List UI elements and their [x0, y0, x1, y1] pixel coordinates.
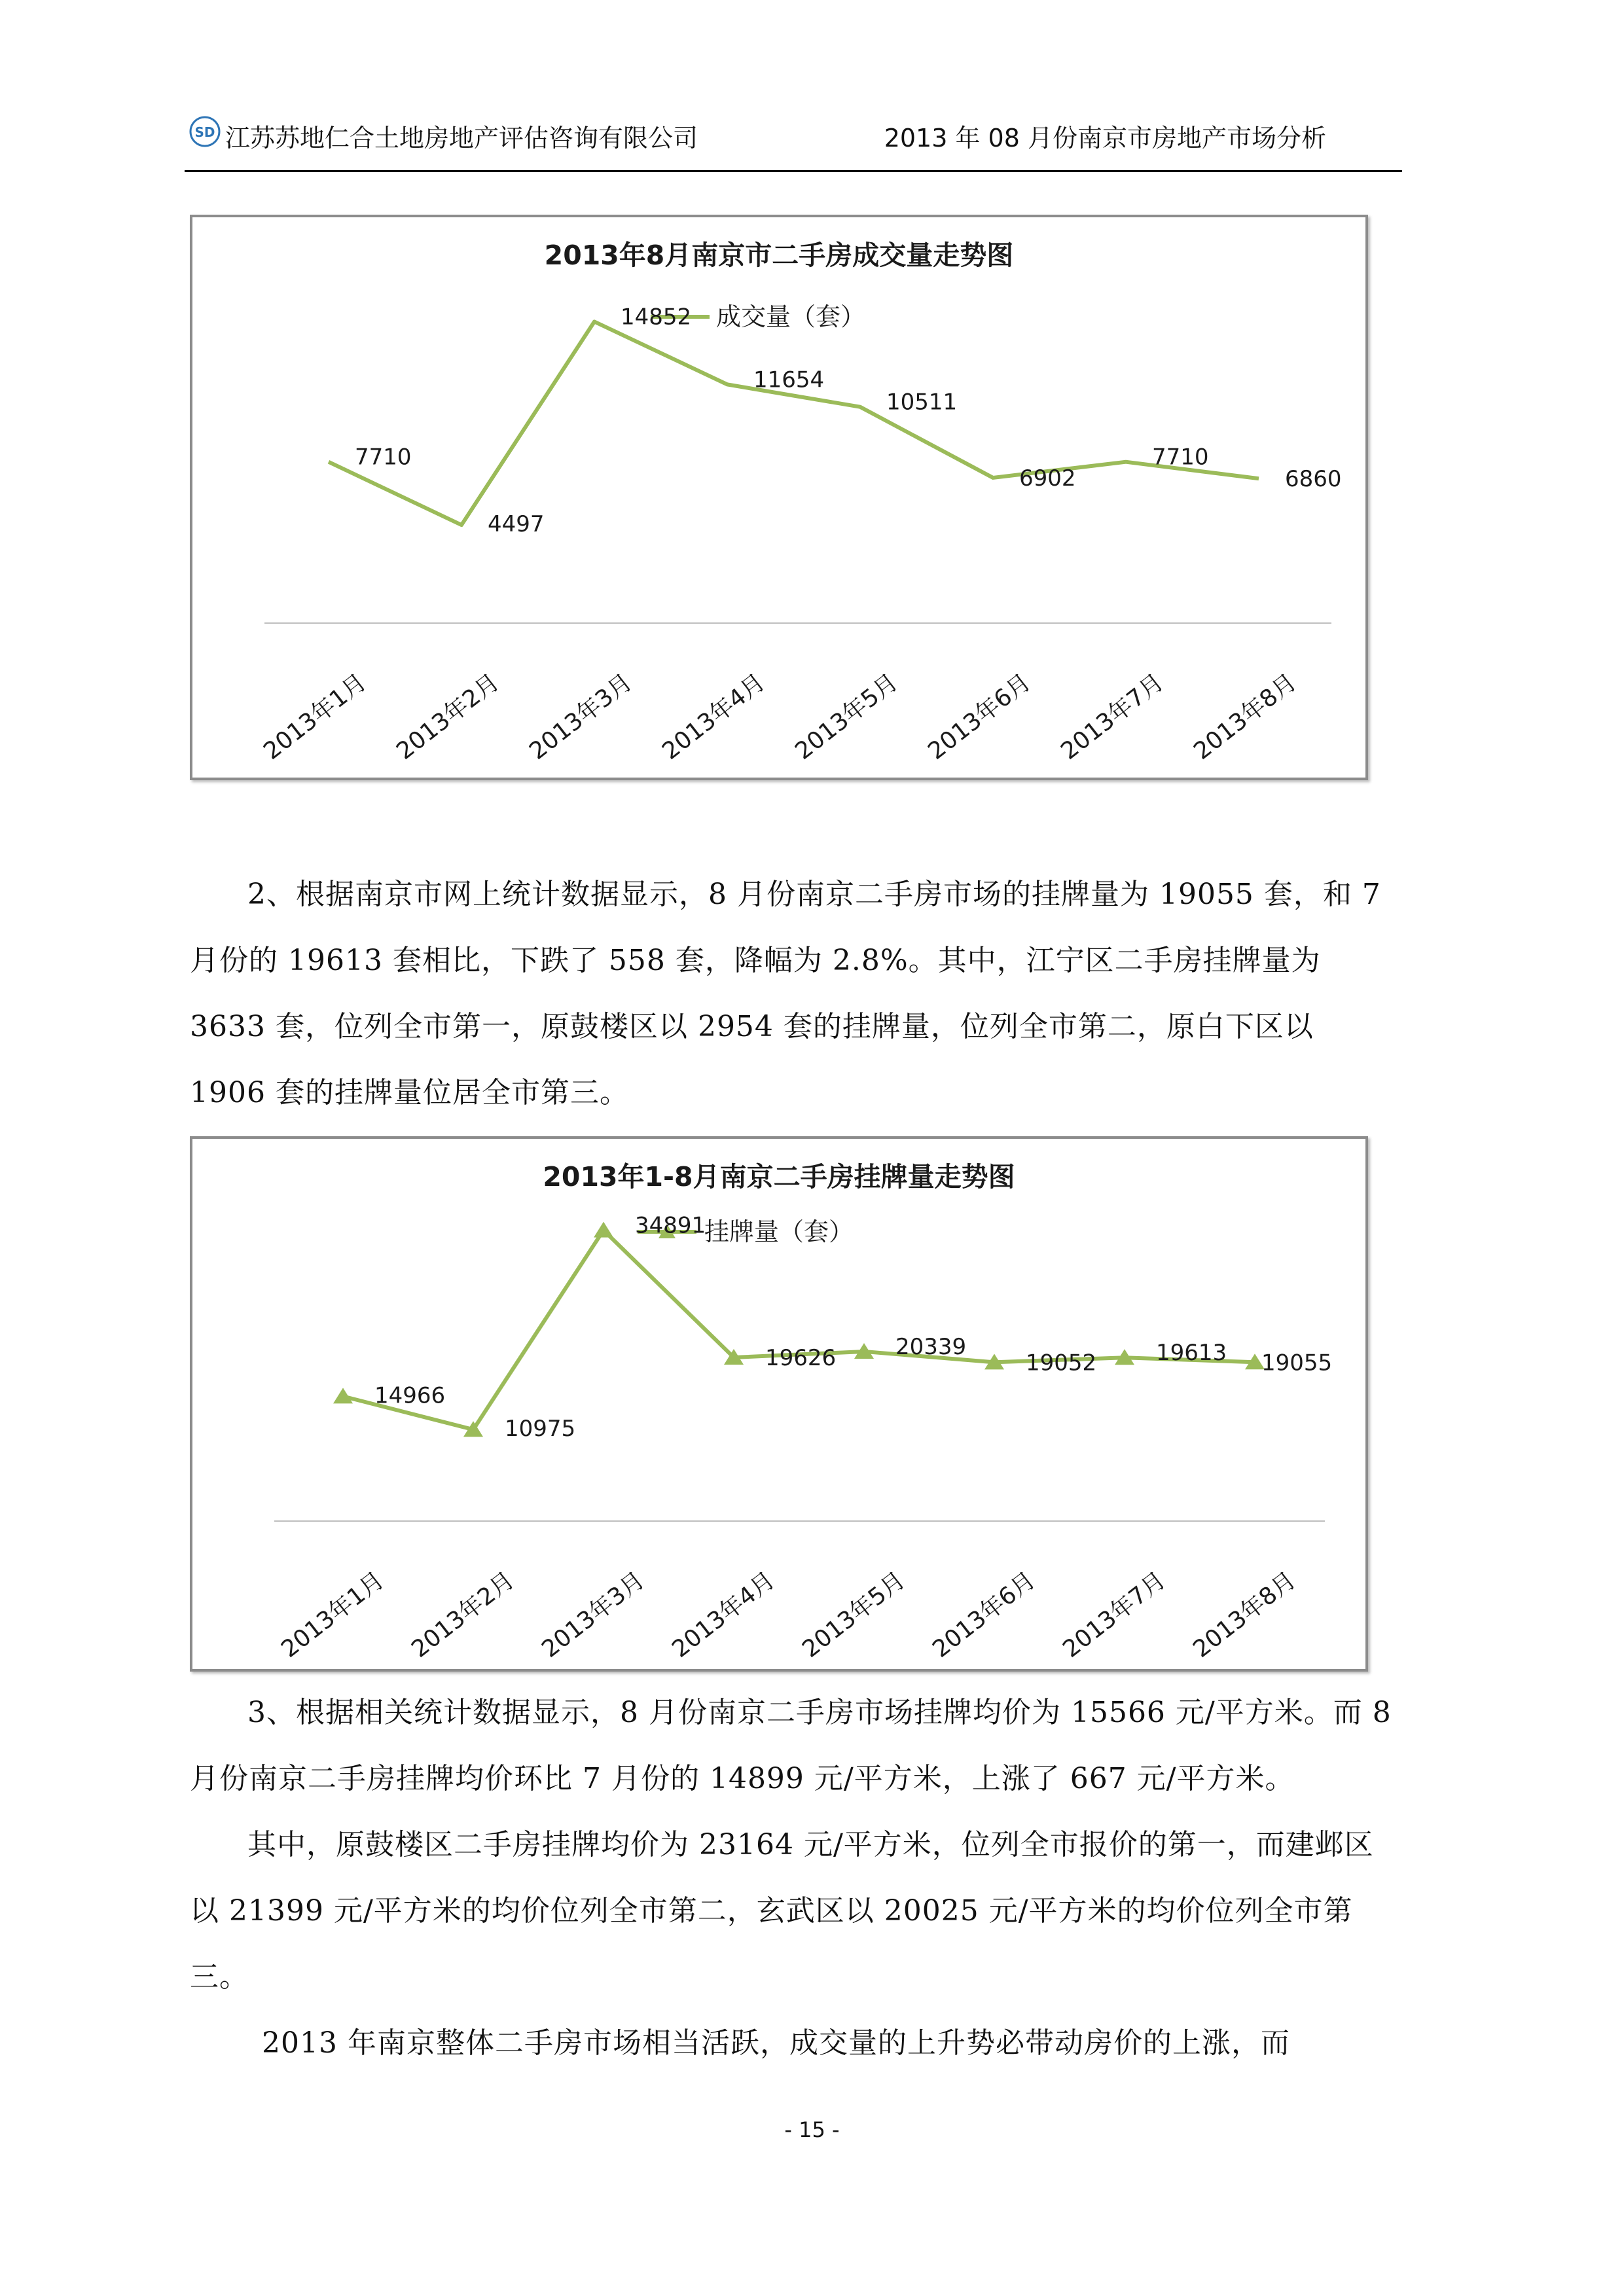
x-tick-label: 2013年1月 — [259, 668, 372, 765]
paragraph-text: 其中，原鼓楼区二手房挂牌均价为 23164 元/平方米，位列全市报价的第一，而建邺区以 21399 元/平方米的均价位列全市第二，玄武区以 20025 元/平方米的均价位列全市第三。 — [190, 1828, 1374, 1994]
data-label: 34891 — [635, 1212, 706, 1239]
x-tick-label: 2013年7月 — [1058, 1566, 1171, 1663]
data-label: 19613 — [1156, 1340, 1227, 1367]
page-number: - 15 - — [784, 2117, 840, 2142]
x-tick-label: 2013年6月 — [923, 668, 1036, 765]
x-tick-label: 2013年2月 — [391, 668, 505, 765]
x-tick-label: 2013年2月 — [406, 1566, 520, 1663]
data-label: 14852 — [621, 304, 692, 331]
data-label: 7710 — [1152, 444, 1209, 471]
legend-label: 挂牌量（套） — [704, 1217, 854, 1246]
chart-transaction-volume — [190, 215, 1368, 780]
chart-transaction-volume-svg — [192, 217, 1365, 778]
data-label: 19626 — [765, 1345, 837, 1372]
chart-listing-volume — [190, 1136, 1368, 1672]
data-label: 20339 — [895, 1333, 967, 1360]
logo-letters: SD — [194, 124, 215, 140]
chart-title: 2013年8月南京市二手房成交量走势图 — [544, 240, 1014, 271]
data-point — [333, 1388, 353, 1403]
chart-listing-volume-svg — [192, 1139, 1365, 1669]
company-name: 江苏苏地仁合土地房地产评估咨询有限公司 — [225, 124, 698, 152]
x-tick-label: 2013年8月 — [1189, 668, 1302, 765]
paragraph-text: 3、根据相关统计数据显示，8 月份南京二手房市场挂牌均价为 15566 元/平方米。而 8 月份南京二手房挂牌均价环比 7 月份的 14899 元/平方米，上涨了 667 元/平方米。 — [190, 1696, 1392, 1795]
data-label: 10975 — [505, 1416, 576, 1443]
x-tick-label: 2013年1月 — [276, 1566, 389, 1663]
report-title: 2013 年 08 月份南京市房地产市场分析 — [884, 124, 1326, 152]
x-tick-label: 2013年8月 — [1188, 1566, 1301, 1663]
data-label: 19055 — [1261, 1350, 1333, 1376]
data-label: 10511 — [886, 389, 958, 416]
data-point — [594, 1222, 613, 1238]
page-header — [185, 110, 1402, 172]
paragraph-average-price — [190, 1679, 1394, 1812]
company-logo-icon — [189, 115, 221, 148]
paragraph-text: 2、根据南京市网上统计数据显示，8 月份南京二手房市场的挂牌量为 19055 套，和 7 月份的 19613 套相比，下跌了 558 套，降幅为 2.8%。其中，江宁区二手房挂牌量为 3633 套，位列全市第一，原鼓楼区以 2954 套的挂牌量，位列全市第二，原白下区以 1906 套的挂牌量位居全市第三。 — [190, 878, 1381, 1109]
data-label: 6902 — [1019, 465, 1076, 492]
data-label: 4497 — [488, 511, 545, 538]
data-label: 7710 — [355, 444, 412, 471]
x-tick-label: 2013年3月 — [524, 668, 638, 765]
data-label: 6860 — [1285, 466, 1342, 493]
x-tick-label: 2013年4月 — [667, 1566, 780, 1663]
x-tick-label: 2013年4月 — [657, 668, 770, 765]
series-line — [343, 1230, 1255, 1430]
data-label: 19052 — [1026, 1350, 1097, 1376]
data-label: 14966 — [374, 1382, 446, 1409]
paragraph-text: 2013 年南京整体二手房市场相当活跃，成交量的上升势必带动房价的上涨，而 — [262, 2026, 1290, 2060]
x-tick-label: 2013年7月 — [1056, 668, 1169, 765]
paragraph-market-summary — [190, 2010, 1394, 2076]
paragraph-listing-volume — [190, 861, 1394, 1126]
x-tick-label: 2013年6月 — [928, 1566, 1041, 1663]
data-label: 11654 — [753, 367, 825, 393]
series-line — [329, 321, 1259, 525]
x-tick-label: 2013年5月 — [797, 1566, 911, 1663]
chart-title: 2013年1-8月南京二手房挂牌量走势图 — [543, 1161, 1015, 1193]
legend-label: 成交量（套） — [716, 302, 866, 331]
x-tick-label: 2013年3月 — [537, 1566, 650, 1663]
x-tick-label: 2013年5月 — [790, 668, 903, 765]
paragraph-district-prices — [190, 1812, 1394, 2010]
